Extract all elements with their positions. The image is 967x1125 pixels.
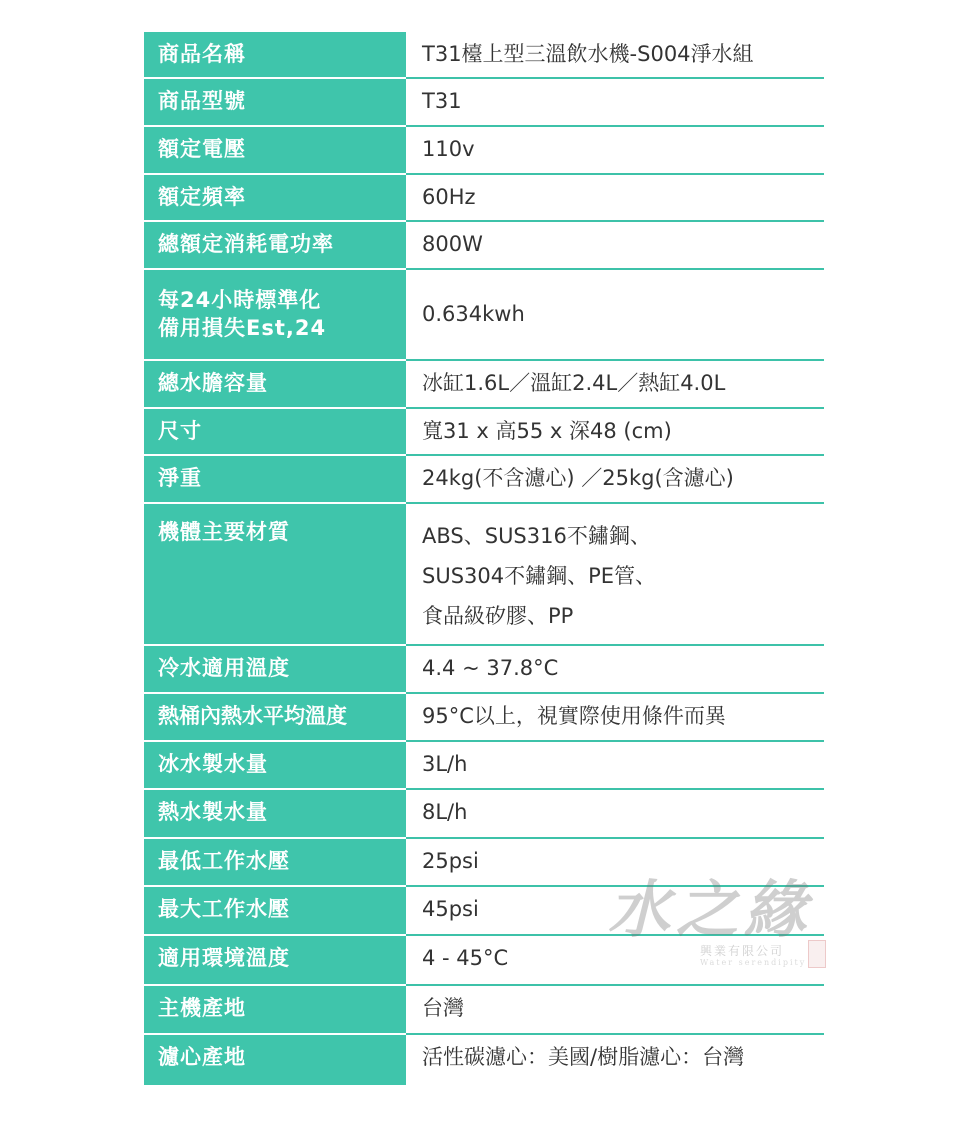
spec-value: 4.4 ~ 37.8°C (422, 656, 559, 680)
spec-label: 濾心產地 (144, 1035, 406, 1085)
spec-value: 60Hz (422, 185, 476, 209)
spec-label: 最大工作水壓 (144, 887, 406, 936)
spec-label: 額定電壓 (144, 127, 406, 175)
watermark-english: Water serendipity (700, 958, 807, 967)
spec-label: 熱桶內熱水平均溫度 (144, 694, 406, 742)
spec-label: 最低工作水壓 (144, 839, 406, 887)
watermark-title: 水之緣 (608, 873, 813, 946)
spec-value: 24kg(不含濾心) ／25kg(含濾心) (422, 466, 734, 490)
spec-row-power (144, 222, 824, 270)
spec-row-hot-temp (144, 694, 824, 742)
spec-row-cold-temp (144, 646, 824, 694)
spec-row-voltage (144, 127, 824, 175)
spec-row-frequency (144, 175, 824, 222)
brand-watermark (608, 860, 918, 980)
spec-value: 95°C以上，視實際使用條件而異 (422, 704, 726, 728)
spec-value: T31 (422, 89, 462, 113)
spec-value: 8L/h (422, 800, 468, 824)
spec-label: 商品名稱 (144, 32, 406, 79)
spec-label: 機體主要材質 (144, 504, 406, 646)
spec-label: 每24小時標準化 備用損失Est,24 (144, 270, 406, 361)
seal-stamp-icon (808, 940, 826, 968)
spec-value: 3L/h (422, 752, 468, 776)
spec-row-standby-loss (144, 270, 824, 361)
spec-row-filter-origin (144, 1035, 824, 1085)
spec-value: 活性碳濾心：美國/樹脂濾心：台灣 (422, 1045, 745, 1069)
spec-value: 800W (422, 232, 483, 256)
spec-row-model (144, 79, 824, 127)
spec-row-net-weight (144, 456, 824, 504)
spec-value: T31檯上型三溫飲水機-S004淨水組 (422, 42, 754, 66)
spec-value: 25psi (422, 849, 479, 873)
watermark-subtitle: 興業有限公司 (700, 944, 785, 958)
spec-row-hot-output (144, 790, 824, 839)
spec-value: ABS、SUS316不鏽鋼、 SUS304不鏽鋼、PE管、 食品級矽膠、PP (422, 524, 657, 628)
spec-row-product-name (144, 32, 824, 79)
spec-value: 冰缸1.6L／溫缸2.4L／熱缸4.0L (422, 371, 726, 395)
spec-label: 冰水製水量 (144, 742, 406, 790)
spec-row-materials (144, 504, 824, 646)
spec-label: 額定頻率 (144, 175, 406, 222)
spec-label: 主機產地 (144, 986, 406, 1035)
spec-value: 0.634kwh (422, 302, 525, 326)
spec-label: 淨重 (144, 456, 406, 504)
spec-value: 110v (422, 137, 475, 161)
spec-label: 總水膽容量 (144, 361, 406, 409)
spec-value: 寬31 x 高55 x 深48 (cm) (422, 419, 672, 443)
spec-label: 冷水適用溫度 (144, 646, 406, 694)
spec-label: 總額定消耗電功率 (144, 222, 406, 270)
spec-value: 台灣 (422, 996, 464, 1020)
spec-row-unit-origin (144, 986, 824, 1035)
spec-row-cold-output (144, 742, 824, 790)
spec-label: 尺寸 (144, 409, 406, 456)
spec-value: 4 - 45°C (422, 946, 509, 970)
spec-row-tank-capacity (144, 361, 824, 409)
spec-label: 熱水製水量 (144, 790, 406, 839)
spec-label: 適用環境溫度 (144, 936, 406, 986)
spec-value: 45psi (422, 897, 479, 921)
spec-row-dimensions (144, 409, 824, 456)
spec-label: 商品型號 (144, 79, 406, 127)
